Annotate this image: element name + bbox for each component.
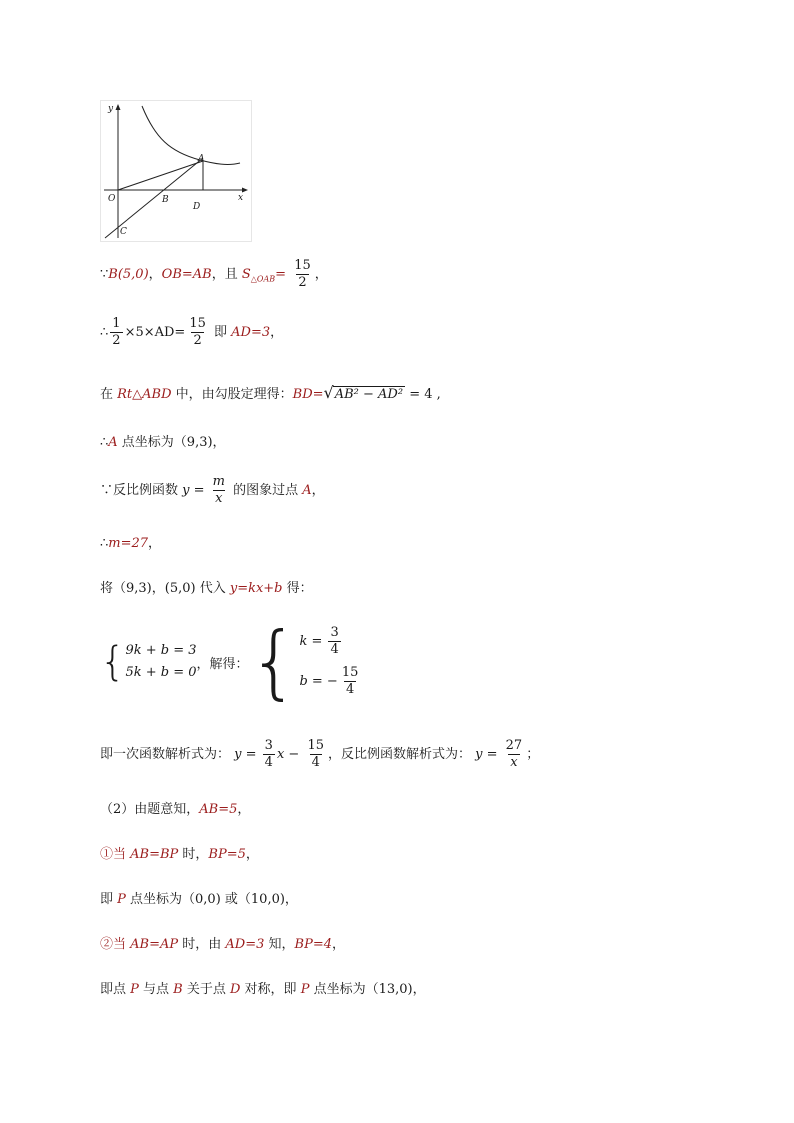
point-a: A xyxy=(108,435,118,450)
therefore-symbol: ∴ xyxy=(100,536,109,551)
label-y: y xyxy=(108,104,114,114)
line-pythagoras xyxy=(100,383,441,402)
hyperbola-curve xyxy=(142,106,240,164)
condition: AB=BP xyxy=(130,847,179,862)
bd-label: BD= xyxy=(292,387,324,402)
x-minus: x − xyxy=(276,747,304,762)
fraction-3-4 xyxy=(263,738,275,771)
left-brace: { xyxy=(100,639,126,685)
label-a: A xyxy=(198,154,205,164)
sqrt-sign: √ xyxy=(323,383,334,402)
mid: 中，由勾股定理得： xyxy=(171,387,293,402)
end: ， xyxy=(314,267,328,282)
tail: 的图象过点 xyxy=(229,483,303,498)
end: ， xyxy=(148,536,162,551)
numerator: 15 xyxy=(189,316,206,331)
text: 反比例函数 xyxy=(113,483,183,498)
figure-border xyxy=(101,101,252,242)
line-substitute xyxy=(100,577,313,596)
fraction-15-4 xyxy=(340,665,361,698)
mid1: 与点 xyxy=(138,982,174,997)
function-graph-figure xyxy=(100,100,252,242)
numerator: 27 xyxy=(505,738,523,753)
k-label: k = xyxy=(299,634,327,649)
fraction-m-x xyxy=(211,474,227,507)
point-a: A xyxy=(302,483,312,498)
numerator: 3 xyxy=(330,625,339,640)
pre: 即一次函数解析式为： xyxy=(100,747,235,762)
label-o: O xyxy=(108,194,116,204)
equation-1: 9k + b = 3 xyxy=(125,643,197,658)
mid2: 关于点 xyxy=(182,982,230,997)
sqrt-content: AB² − AD² xyxy=(334,387,404,402)
equals: = xyxy=(275,267,287,282)
fraction-3-4 xyxy=(328,625,340,658)
linear-eq: y=kx+b xyxy=(229,581,283,596)
denominator: 4 xyxy=(311,755,320,770)
text: （2）由题意知， xyxy=(100,802,200,817)
line-case-2 xyxy=(100,933,345,952)
pre: 在 xyxy=(100,387,118,402)
numerator: 3 xyxy=(264,738,273,753)
area-subscript: △OAB xyxy=(250,274,276,284)
line-m-value xyxy=(100,532,161,551)
denominator: 4 xyxy=(345,682,355,697)
ji-text: 即 xyxy=(209,325,232,340)
fraction-15-2 xyxy=(187,316,208,349)
y-eq: y = xyxy=(234,747,261,762)
fraction-15-2 xyxy=(292,258,313,291)
numerator: 15 xyxy=(307,738,324,753)
line-inverse-function xyxy=(100,474,325,507)
line-case-1-result xyxy=(100,888,298,907)
fraction-27-x xyxy=(504,738,525,771)
label-x: x xyxy=(238,193,244,203)
mid3: 对称，即 xyxy=(240,982,301,997)
line-part2 xyxy=(100,798,250,817)
numerator: 1 xyxy=(112,316,121,331)
case-label: ①当 xyxy=(100,847,131,862)
fraction-15-4 xyxy=(305,738,326,771)
label-c: C xyxy=(120,227,127,237)
system-solution xyxy=(299,622,362,702)
denominator: 4 xyxy=(264,755,273,770)
denominator: 4 xyxy=(330,642,339,657)
denominator: x xyxy=(510,755,518,770)
because-symbol: ∵ xyxy=(100,483,114,498)
denominator: x xyxy=(215,491,223,506)
ad-value: AD=3 xyxy=(225,937,265,952)
post: 得： xyxy=(282,581,313,596)
end: , xyxy=(432,387,441,402)
mid: 时， xyxy=(178,847,209,862)
numerator: 15 xyxy=(341,665,359,680)
point-d: D xyxy=(229,982,241,997)
line-case-2-result xyxy=(100,978,426,997)
text: 点坐标为（0,0) 或（10,0)， xyxy=(125,892,298,907)
end: ， xyxy=(245,847,259,862)
line-area-condition xyxy=(100,258,328,291)
pre: 即点 xyxy=(100,982,131,997)
numerator: 15 xyxy=(294,258,311,273)
case-label: ②当 xyxy=(100,937,131,952)
fraction-1-2 xyxy=(110,316,122,349)
sep: ， xyxy=(148,267,162,282)
line-function-expressions xyxy=(100,738,539,771)
end: ； xyxy=(526,747,540,762)
mid: 时，由 xyxy=(178,937,226,952)
end: 点坐标为（13,0)， xyxy=(309,982,426,997)
know: 知， xyxy=(264,937,295,952)
because-symbol: ∵ xyxy=(100,267,109,282)
label-d: D xyxy=(193,202,201,212)
denominator: 2 xyxy=(298,275,307,290)
triangle-abd: Rt△ABD xyxy=(117,387,172,402)
pre: 将（9,3)，(5,0) 代入 xyxy=(100,581,230,596)
bp-value: BP=5 xyxy=(208,847,246,862)
line-point-a-coords xyxy=(100,431,226,450)
left-brace-2: { xyxy=(248,615,300,708)
mid: ，反比例函数解析式为： xyxy=(327,747,476,762)
denominator: 2 xyxy=(112,333,121,348)
y-eq-2: y = xyxy=(475,747,502,762)
point-p: P xyxy=(117,892,126,907)
and-text: ，且 xyxy=(211,267,242,282)
line-area-equation xyxy=(100,316,283,349)
product-text: ×5×AD= xyxy=(124,325,186,340)
label-b: B xyxy=(162,195,169,205)
x-axis-arrow xyxy=(242,188,248,193)
end: ， xyxy=(331,937,345,952)
result: = 4 xyxy=(405,387,433,402)
end: ， xyxy=(237,802,251,817)
area-symbol: S xyxy=(241,267,251,282)
ab-value: AB=5 xyxy=(199,802,238,817)
bp-value: BP=4 xyxy=(294,937,332,952)
y-eq: y = xyxy=(182,483,209,498)
therefore-symbol: ∴ xyxy=(100,325,109,340)
numerator: m xyxy=(212,474,225,489)
ad-value: AD=3 xyxy=(231,325,271,340)
line-equation-system xyxy=(100,615,362,708)
equation-2: 5k + b = 0 xyxy=(125,665,197,680)
solve-text: ，解得： xyxy=(196,656,249,672)
point-p: P xyxy=(130,982,139,997)
line-cba xyxy=(105,158,203,238)
y-axis-arrow xyxy=(116,104,121,110)
b-solution xyxy=(299,662,362,702)
k-solution xyxy=(299,622,362,662)
end: ， xyxy=(311,483,325,498)
therefore-symbol: ∴ xyxy=(100,435,109,450)
line-case-1 xyxy=(100,843,259,862)
condition: AB=AP xyxy=(130,937,179,952)
point-p-2: P xyxy=(300,982,310,997)
point-b: B(5,0) xyxy=(108,267,149,282)
segment-oa xyxy=(118,161,203,190)
end: ， xyxy=(270,325,284,340)
b-label: b = − xyxy=(299,674,338,689)
denominator: 2 xyxy=(193,333,202,348)
point-b: B xyxy=(173,982,183,997)
pre: 即 xyxy=(100,892,118,907)
text: 点坐标为（9,3)， xyxy=(117,435,226,450)
m-value: m=27 xyxy=(108,536,149,551)
ob-eq-ab: OB=AB xyxy=(161,267,212,282)
system-equations xyxy=(125,640,196,684)
